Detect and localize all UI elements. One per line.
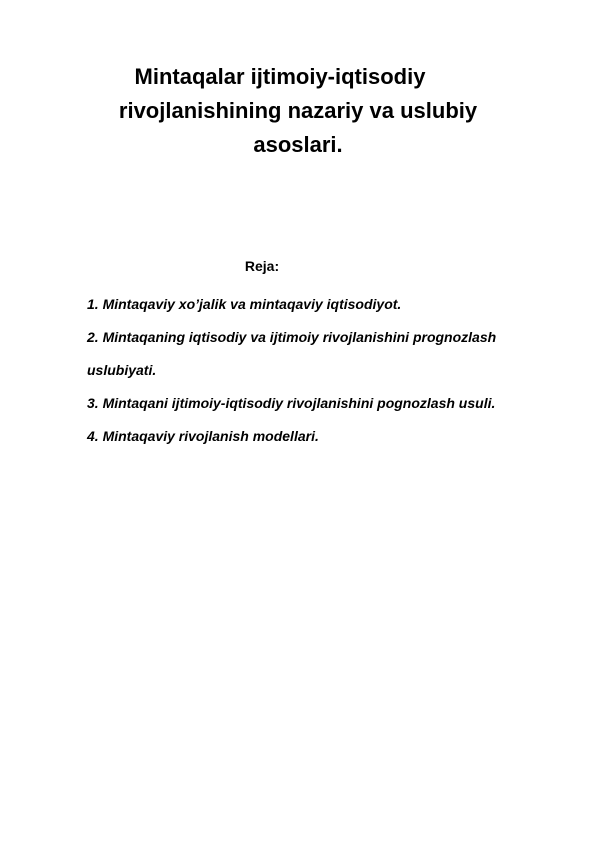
title-line: rivojlanishining nazariy va uslubiy <box>118 98 478 123</box>
plan-heading: Reja: <box>244 258 280 274</box>
plan-item: 2. Mintaqaning iqtisodiy va ijtimoiy rivojlanishini prognozlash uslubiyati. <box>87 329 497 378</box>
title-line: Mintaqalar ijtimoiy-iqtisodiy <box>134 64 426 89</box>
plan-item: 3. Mintaqani ijtimoiy-iqtisodiy rivojlanishini pognozlash usuli. <box>87 395 496 411</box>
plan-item: 1. Mintaqaviy xo’jalik va mintaqaviy iqtisodiyot. <box>87 296 402 312</box>
title-line: asoslari. <box>253 132 343 157</box>
document-title <box>60 60 536 162</box>
plan-list <box>87 288 557 453</box>
plan-item: 4. Mintaqaviy rivojlanish modellari. <box>87 428 319 444</box>
